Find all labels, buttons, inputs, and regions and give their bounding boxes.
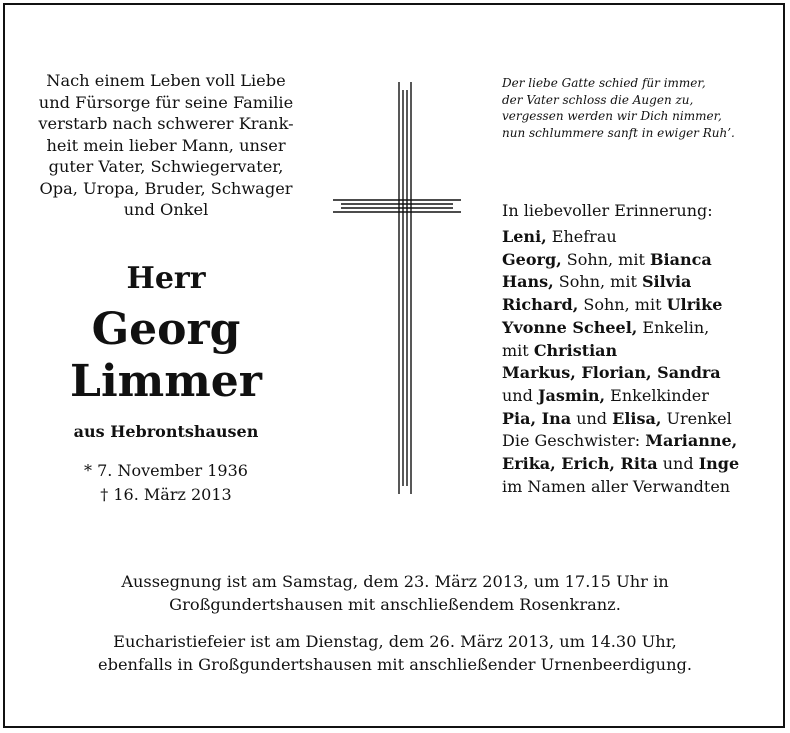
cross-icon	[333, 82, 461, 494]
mourner-line: Yvonne Scheel, Enkelin,	[502, 317, 710, 337]
mourner-line: Pia, Ina und Elisa, Urenkel	[502, 408, 732, 428]
deceased-name	[26, 304, 306, 408]
memory-heading: In liebevoller Erinnerung:	[502, 201, 713, 220]
poem	[502, 75, 756, 141]
last-name: Limmer	[70, 355, 262, 407]
mourner-line: Georg, Sohn, mit Bianca	[502, 249, 712, 269]
footer-line: ebenfalls in Großgundertshausen mit anschließender Urnenbeerdigung.	[98, 654, 692, 674]
intro-line: und Fürsorge für seine Familie	[38, 92, 294, 112]
mourner-line: Die Geschwister: Marianne,	[502, 431, 738, 451]
blessing-info	[30, 571, 760, 616]
intro-line: guter Vater, Schwiegervater,	[48, 157, 284, 176]
poem-line: vergessen werden wir Dich nimmer,	[502, 109, 722, 123]
mass-info	[30, 631, 760, 676]
mourner-line: mit Christian	[502, 340, 618, 360]
mourner-line: Richard, Sohn, mit Ulrike	[502, 295, 723, 315]
first-name: Georg	[91, 303, 241, 355]
footer-line: Aussegnung ist am Samstag, dem 23. März 2013, um 17.15 Uhr in	[121, 572, 669, 591]
mourner-line: Leni, Ehefrau	[502, 227, 617, 246]
mourner-line: und Jasmin, Enkelkinder	[502, 385, 709, 405]
life-dates	[26, 459, 306, 507]
intro-line: Nach einem Leben voll Liebe	[46, 71, 286, 90]
poem-line: nun schlummere sanft in ewiger Ruh’.	[502, 125, 735, 140]
intro-text	[26, 70, 306, 221]
mourners-list	[502, 226, 756, 498]
poem-line: der Vater schloss die Augen zu,	[502, 92, 694, 107]
mourner-line: Hans, Sohn, mit Silvia	[502, 272, 692, 292]
honorific: Herr	[126, 260, 206, 296]
right-column	[502, 75, 756, 498]
origin: aus Hebrontshausen	[73, 421, 259, 441]
intro-line: und Onkel	[123, 200, 209, 219]
poem-line: Der liebe Gatte schied für immer,	[502, 76, 706, 90]
mourner-line: Erika, Erich, Rita und Inge	[502, 454, 740, 474]
intro-line: heit mein lieber Mann, unser	[46, 135, 286, 155]
footer-line: Eucharistiefeier ist am Dienstag, dem 26. März 2013, um 14.30 Uhr,	[113, 632, 677, 651]
left-column	[26, 70, 306, 507]
death-date: † 16. März 2013	[100, 484, 232, 504]
birth-date: * 7. November 1936	[84, 460, 248, 480]
mourner-line: im Namen aller Verwandten	[502, 476, 731, 496]
intro-line: Opa, Uropa, Bruder, Schwager	[39, 178, 293, 198]
intro-line: verstarb nach schwerer Krank-	[38, 114, 294, 133]
mourner-line: Markus, Florian, Sandra	[502, 363, 721, 383]
footer-line: Großgundertshausen mit anschließendem Rosenkranz.	[169, 594, 621, 614]
